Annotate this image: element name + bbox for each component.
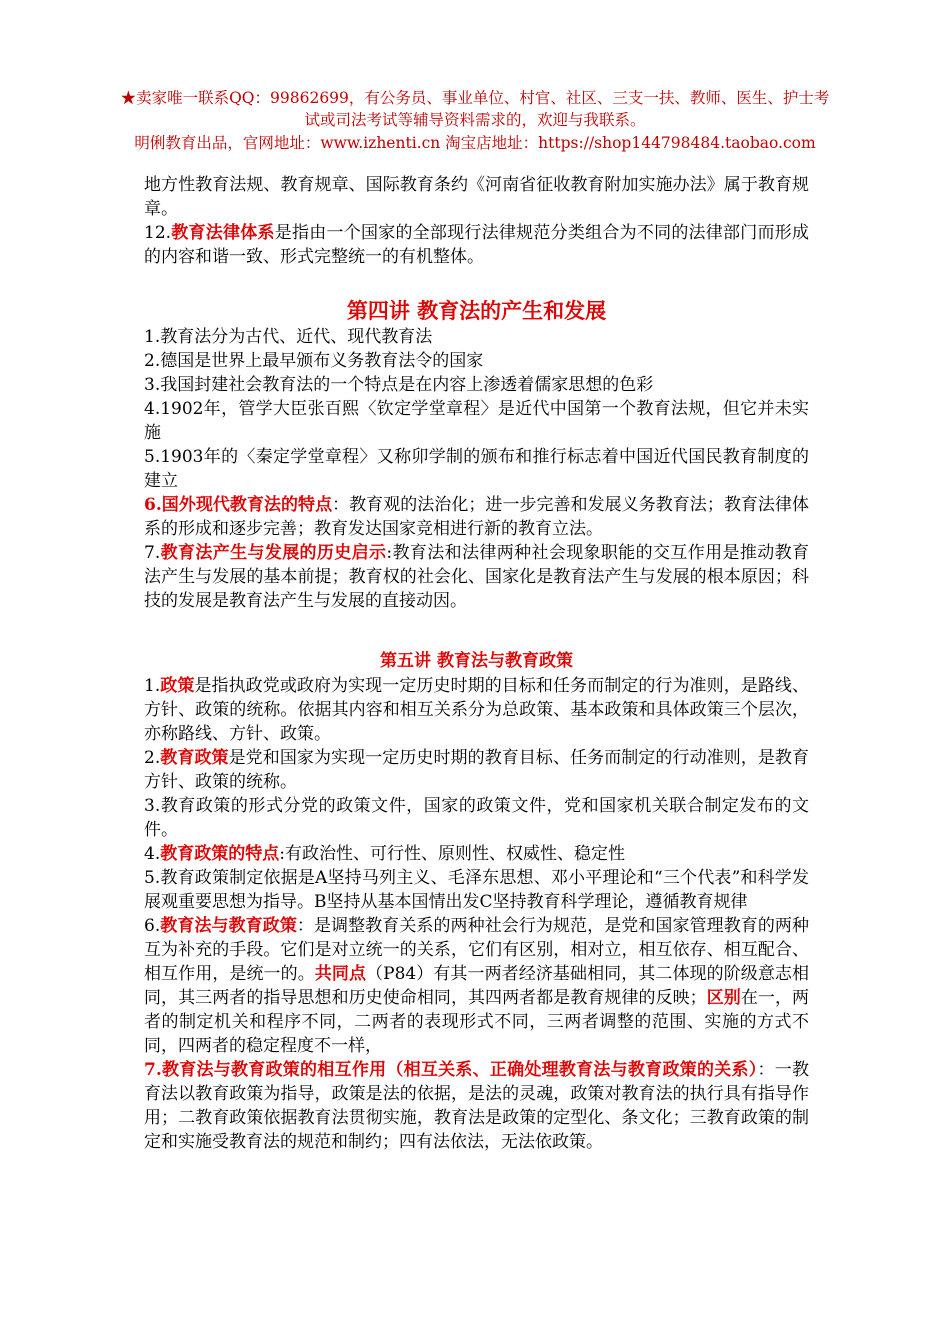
list-item: 4.1902年，管学大臣张百熙〈钦定学堂章程〉是近代中国第一个教育法规，但它并未实施: [144, 399, 809, 443]
lecture4-body: [144, 325, 809, 613]
lecture5-body: [144, 674, 809, 1154]
list-item: 3.我国封建社会教育法的一个特点是在内容上渗透着儒家思想的色彩: [144, 375, 654, 395]
list-item: 5.1903年的〈秦定学堂章程〉又称卯学制的颁布和推行标志着中国近代国民教育制度的建立: [144, 447, 809, 491]
term-legal-system: 教育法律体系: [171, 223, 275, 243]
top-section: [144, 173, 809, 269]
term-education-policy: 教育政策: [160, 748, 229, 768]
term-foreign-features: 6.国外现代教育法的特点: [144, 495, 333, 515]
term-common-points: 共同点: [314, 964, 367, 984]
list-item: 6.国外现代教育法的特点：教育观的法治化；进一步完善和发展义务教育法；教育法律体系的形成和逐步完善；教育发达国家竞相进行新的教育立法。: [144, 495, 809, 539]
term-law-and-policy: 教育法与教育政策: [160, 916, 297, 936]
term-historical-lessons: 教育法产生与发展的历史启示: [160, 543, 387, 563]
term-differences: 区别: [706, 988, 741, 1008]
list-item: 2.教育政策是党和国家为实现一定历史时期的教育目标、任务而制定的行动准则，是教育方针、政策的统称。: [144, 748, 810, 792]
list-item: 1.教育法分为古代、近代、现代教育法: [144, 327, 433, 347]
list-item: 7.教育法与教育政策的相互作用（相互关系、正确处理教育法与教育政策的关系）：一教育法以教育政策为指导，政策是法的依据，是法的灵魂，政策对教育法的执行具有指导作用；二教育政策依据教育法贯彻实施，教育法是政策的定型化、条文化；三教育政策的制定和实施受教育法的规范和制约；四有法依法，无法依政策。: [144, 1060, 809, 1152]
list-item: 3.教育政策的形式分党的政策文件，国家的政策文件，党和国家机关联合制定发布的文件。: [144, 796, 809, 840]
list-item: 2.德国是世界上最早颁布义务教育法令的国家: [144, 351, 484, 371]
term-policy-features: 教育政策的特点: [160, 844, 280, 864]
term-policy: 政策: [160, 676, 195, 696]
publisher-url-header: 明俐教育出品，官网地址：www.izhenti.cn 淘宝店地址：https://shop144798484.taobao.com: [134, 134, 816, 152]
lecture5-title: 第五讲 教育法与教育政策: [380, 651, 573, 671]
term-interaction: 7.教育法与教育政策的相互作用（相互关系、正确处理教育法与教育政策的关系）: [144, 1060, 758, 1080]
list-item: 7.教育法产生与发展的历史启示:教育法和法律两种社会现象职能的交互作用是推动教育法产生与发展的基本前提；教育权的社会化、国家化是教育法产生与发展的根本原因；科技的发展是教育法产生与发展的直接动因。: [144, 543, 809, 611]
lecture4-title: 第四讲 教育法的产生和发展: [346, 298, 607, 323]
seller-contact-header: ★卖家唯一联系QQ：99862699，有公务员、事业单位、村官、社区、三支一扶、教师、医生、护士考试或司法考试等辅导资料需求的，欢迎与我联系。: [120, 89, 830, 129]
paragraph-legal-system: 12.教育法律体系是指由一个国家的全部现行法律规范分类组合为不同的法律部门而形成的内容和谐一致、形式完整统一的有机整体。: [144, 223, 810, 267]
list-item: 6.教育法与教育政策：是调整教育关系的两种社会行为规范，是党和国家管理教育的两种互为补充的手段。它们是对立统一的关系，它们有区别，相对立，相互依存、相互配合、相互作用，是统一的。共同点（P84）有其一两者经济基础相同，其二体现的阶级意志相同，其三两者的指导思想和历史使命相同，其四两者都是教育规律的反映；区别在一，两者的制定机关和程序不同，二两者的表现形式不同，三两者调整的范围、实施的方式不同，四两者的稳定程度不一样，: [144, 916, 810, 1056]
list-item: 5.教育政策制定依据是A坚持马列主义、毛泽东思想、邓小平理论和“三个代表”和科学发展观重要思想为指导。B坚持从基本国情出发C坚持教育科学理论，遵循教育规律: [144, 868, 809, 912]
list-item: 4.教育政策的特点:有政治性、可行性、原则性、权威性、稳定性: [144, 844, 625, 864]
paragraph-regulations: 地方性教育法规、教育规章、国际教育条约《河南省征收教育附加实施办法》属于教育规章。: [144, 175, 809, 219]
list-item: 1.政策是指执政党或政府为实现一定历史时期的目标和任务而制定的行为准则，是路线、方针、政策的统称。依据其内容和相互关系分为总政策、基本政策和具体政策三个层次，亦称路线、方针、政策。: [144, 676, 809, 744]
